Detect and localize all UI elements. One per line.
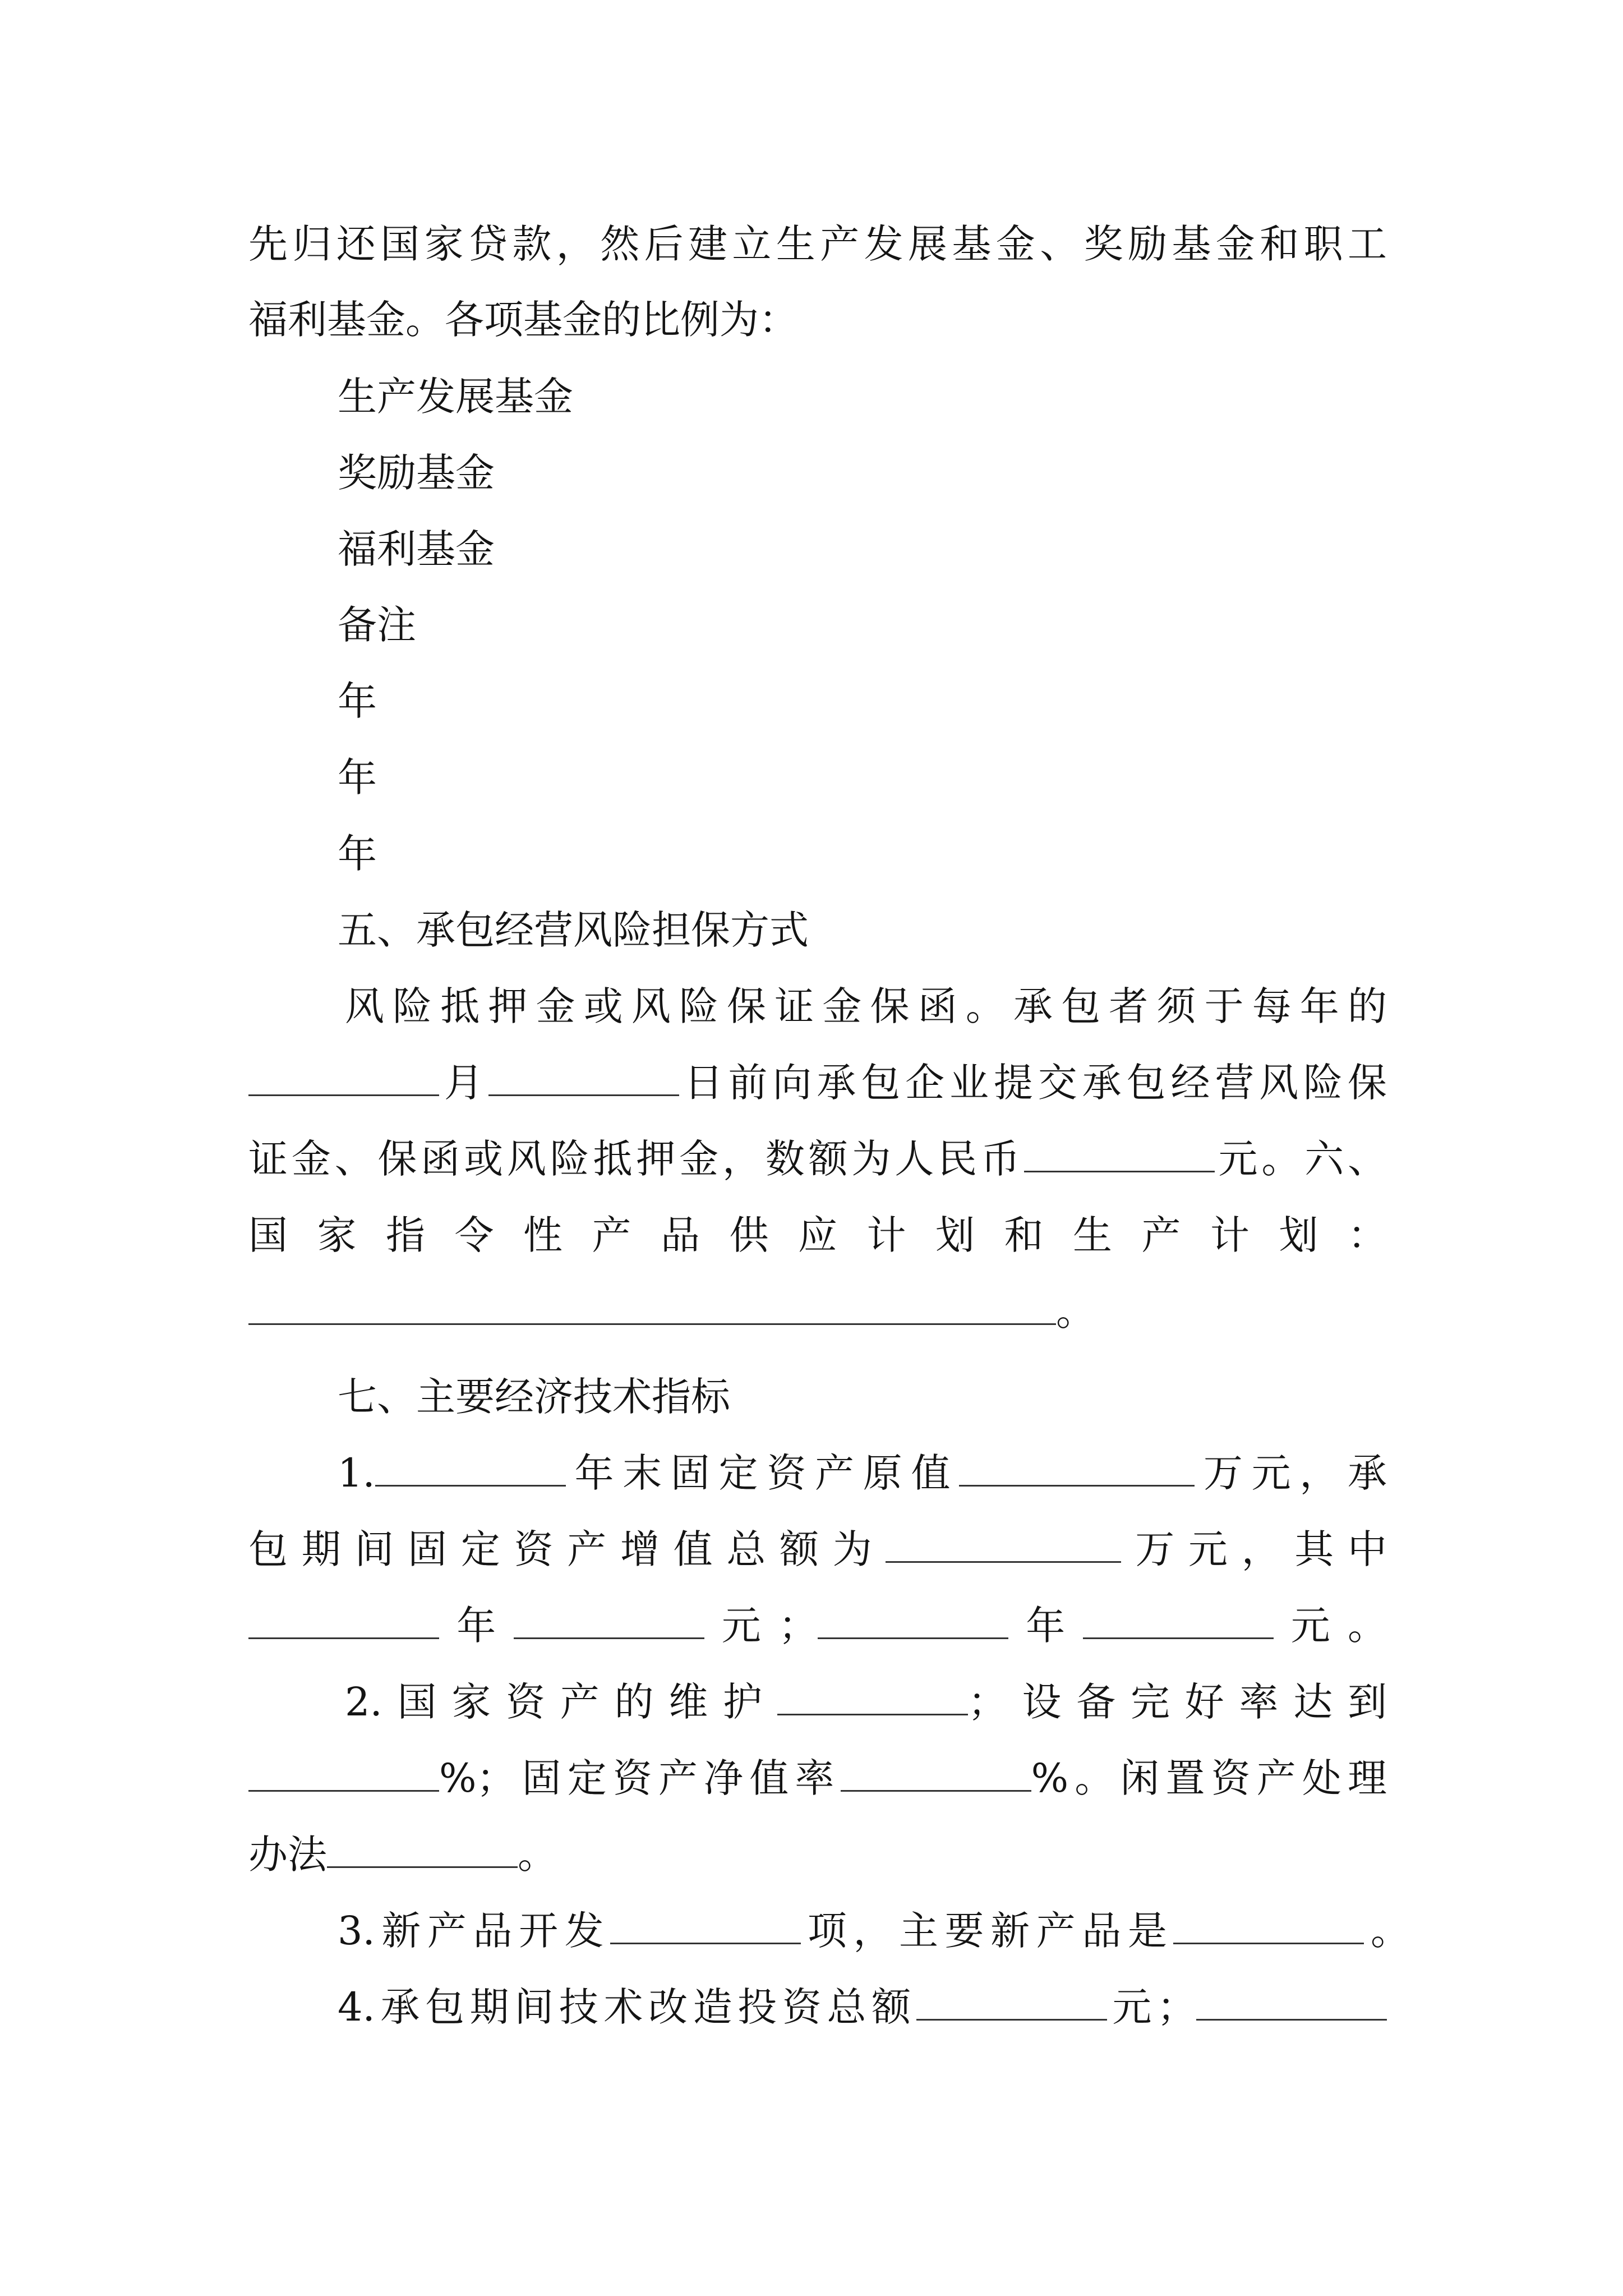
fill-blank[interactable] <box>248 1755 439 1792</box>
text-before-day: 日前向承包企业提交承包经营风险保 <box>679 1060 1387 1106</box>
text-idle-assets: %。闲置资产处理 <box>1031 1755 1387 1801</box>
funds-para-line-1: 先归还国家贷款，然后建立生产发展基金、奖励基金和职工 <box>248 221 1387 267</box>
text-tech-investment: 4.承包期间技术改造投资总额 <box>338 1984 916 2030</box>
text-increment-total: 包期间固定资产增值总额为 <box>248 1526 886 1572</box>
item-4-line <box>338 1979 1387 2035</box>
fill-blank[interactable] <box>488 1060 679 1096</box>
fill-blank[interactable] <box>1083 1603 1274 1639</box>
item-1-line-1 <box>338 1445 1387 1501</box>
text-net-value-rate: %；固定资产净值率 <box>439 1755 841 1801</box>
item-3-line <box>338 1903 1410 1959</box>
item-1-line-3 <box>248 1598 1387 1654</box>
fill-blank[interactable] <box>1196 1984 1387 2021</box>
text-amount-rmb: 证金、保函或风险抵押金，数额为人民币 <box>248 1136 1024 1182</box>
fund-item-remark: 备注 <box>338 602 416 648</box>
text-month: 月 <box>439 1060 488 1106</box>
item-2-line-3 <box>248 1826 1387 1883</box>
fund-item-year-2: 年 <box>338 754 377 800</box>
fill-blank[interactable] <box>886 1526 1121 1563</box>
fill-blank[interactable] <box>1024 1136 1215 1172</box>
item-2-line-2 <box>248 1750 1387 1806</box>
section-6-blank-line <box>248 1283 1387 1340</box>
fill-blank[interactable] <box>959 1450 1195 1487</box>
fill-blank[interactable] <box>818 1603 1008 1639</box>
text-wan-yuan: 万元，承 <box>1195 1450 1387 1496</box>
item-1-line-2 <box>248 1521 1387 1577</box>
text-main-new-products: 项，主要新产品是 <box>801 1908 1174 1954</box>
section-5-line-2 <box>248 1055 1387 1111</box>
text-year: 年 <box>439 1603 514 1649</box>
text-period: 。 <box>518 1832 557 1878</box>
text-wan-yuan-of-which: 万元，其中 <box>1121 1526 1387 1572</box>
text-method: 办法 <box>248 1832 327 1878</box>
text-yuan: 元。 <box>1273 1603 1387 1649</box>
fill-blank[interactable] <box>777 1679 968 1715</box>
fill-blank[interactable] <box>375 1450 566 1487</box>
fill-blank[interactable] <box>610 1908 801 1944</box>
text-period: 。 <box>1364 1908 1410 1954</box>
text-year: 年 <box>1008 1603 1083 1649</box>
text-new-products: 3.新产品开发 <box>338 1908 611 1954</box>
fill-blank[interactable] <box>841 1755 1031 1792</box>
fund-item-year-1: 年 <box>338 678 377 724</box>
fund-item-year-3: 年 <box>338 831 377 877</box>
text-yuan-six: 元。六、 <box>1214 1136 1387 1182</box>
fill-blank[interactable] <box>327 1832 518 1868</box>
funds-para-line-2: 福利基金。各项基金的比例为： <box>248 297 798 343</box>
fill-blank[interactable] <box>248 1060 439 1096</box>
fill-blank[interactable] <box>916 1984 1107 2021</box>
item-1-number: 1. <box>338 1450 375 1496</box>
section-6-line: 国家指令性产品供应计划和生产计划： <box>248 1212 1387 1258</box>
text-yuan: 元； <box>1106 1984 1196 2030</box>
section-5-line-1: 风险抵押金或风险保证金保函。承包者须于每年的 <box>345 983 1387 1029</box>
fill-blank[interactable] <box>514 1603 704 1639</box>
section-5-line-3 <box>248 1131 1387 1187</box>
fund-item-development: 生产发展基金 <box>338 374 573 420</box>
fill-blank[interactable] <box>248 1603 439 1639</box>
section-5-heading: 五、承包经营风险担保方式 <box>338 907 809 953</box>
text-fixed-assets: 年末固定资产原值 <box>565 1450 960 1496</box>
section-7-heading: 七、主要经济技术指标 <box>338 1374 730 1420</box>
fund-item-reward: 奖励基金 <box>338 450 495 496</box>
fill-blank[interactable] <box>248 1289 1056 1325</box>
text-period: 。 <box>1056 1289 1095 1335</box>
item-2-line-1 <box>345 1674 1387 1730</box>
text-yuan: 元； <box>704 1603 818 1649</box>
fill-blank[interactable] <box>1173 1908 1364 1944</box>
text-equipment-rate: ；设备完好率达到 <box>967 1679 1387 1725</box>
text-asset-maintenance: 2.国家资产的维护 <box>345 1679 777 1725</box>
fund-item-welfare: 福利基金 <box>338 526 495 572</box>
